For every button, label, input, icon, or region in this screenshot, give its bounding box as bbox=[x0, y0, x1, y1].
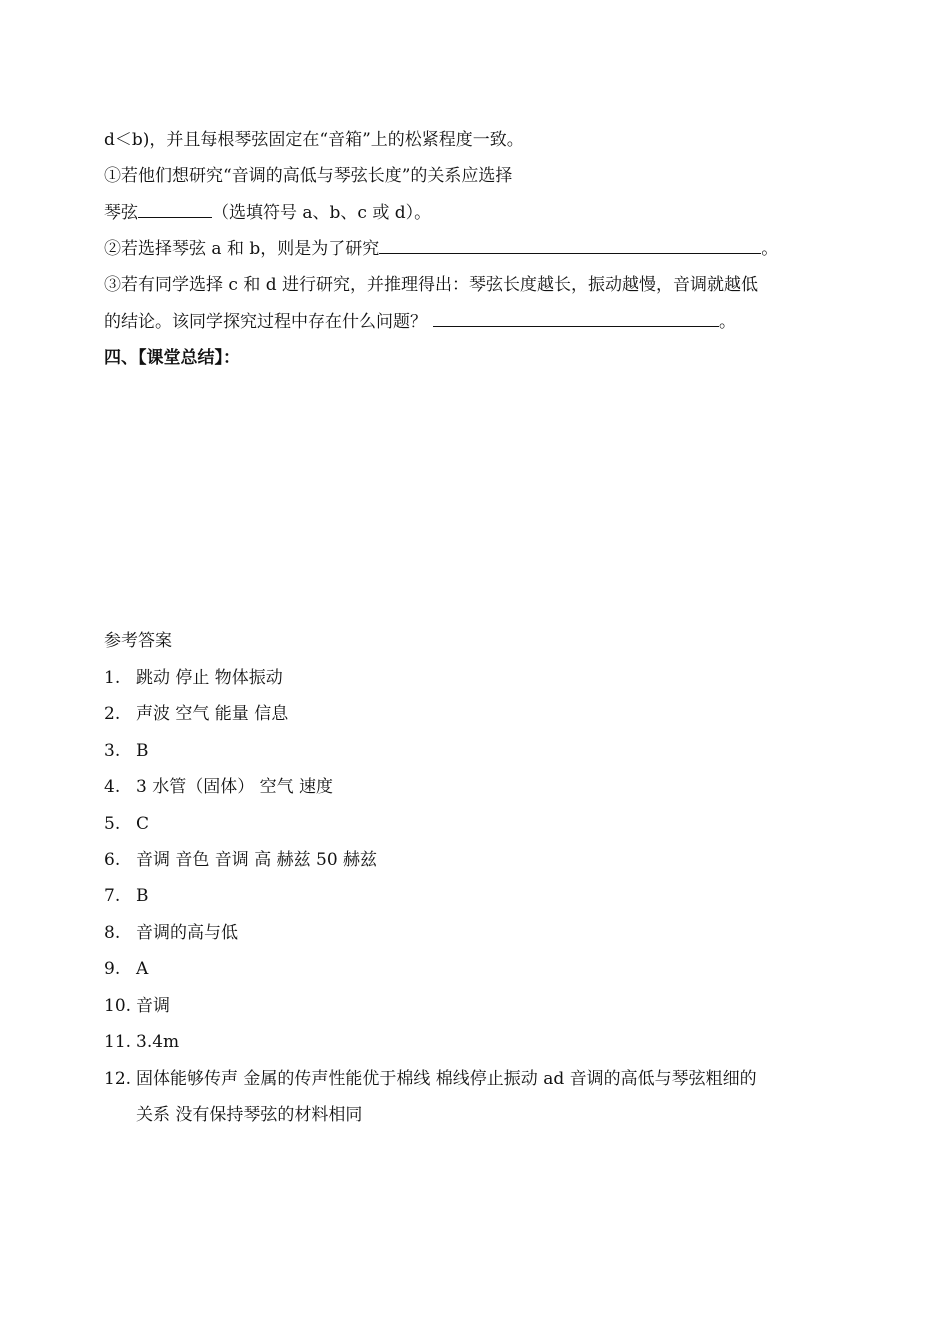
answer-text: 跳动 停止 物体振动 bbox=[136, 668, 283, 688]
question-2-line bbox=[104, 237, 778, 261]
question-1-blank bbox=[138, 201, 212, 218]
answer-text: A bbox=[136, 959, 149, 979]
question-1-text: ①若他们想研究“音调的高低与琴弦长度”的关系应选择 bbox=[104, 166, 513, 186]
answer-text: 音调 音色 音调 高 赫兹 50 赫兹 bbox=[136, 850, 378, 870]
answer-number: 12. bbox=[104, 1069, 132, 1089]
answer-text: C bbox=[136, 814, 150, 834]
answer-text: 3 水管（固体） 空气 速度 bbox=[136, 777, 334, 797]
question-3-line-1: ③若有同学选择 c 和 d 进行研究，并推理得出：琴弦长度越长，振动越慢，音调就越低 bbox=[104, 275, 759, 295]
question-1-suffix: （选填符号 a、b、c 或 d）。 bbox=[212, 203, 432, 223]
answer-item bbox=[104, 884, 149, 908]
question-3-prefix: 的结论。该同学探究过程中存在什么问题？ bbox=[104, 312, 427, 332]
answer-number: 3. bbox=[104, 741, 121, 761]
answer-number: 11. bbox=[104, 1032, 132, 1052]
answer-item bbox=[104, 1067, 757, 1091]
answer-number: 1. bbox=[104, 668, 121, 688]
answer-item bbox=[104, 666, 283, 690]
answer-item bbox=[104, 921, 238, 945]
answer-item bbox=[104, 739, 149, 763]
answers-title: 参考答案 bbox=[104, 631, 172, 651]
answer-item bbox=[104, 994, 170, 1018]
answer-number: 6. bbox=[104, 850, 121, 870]
answer-number: 8. bbox=[104, 923, 121, 943]
answer-item bbox=[104, 702, 288, 726]
question-3-line-2 bbox=[104, 310, 736, 334]
question-3-blank bbox=[433, 310, 719, 327]
answer-item bbox=[104, 957, 148, 981]
answer-12-continuation: 关系 没有保持琴弦的材料相同 bbox=[136, 1105, 363, 1125]
answer-number: 2. bbox=[104, 704, 121, 724]
summary-heading: 四、【课堂总结】： bbox=[104, 348, 240, 368]
answer-text: 音调的高与低 bbox=[136, 923, 238, 943]
answer-text: 音调 bbox=[136, 996, 170, 1016]
answer-text: B bbox=[136, 741, 149, 761]
answer-number: 4. bbox=[104, 777, 121, 797]
answer-item bbox=[104, 1030, 179, 1054]
answer-text: 声波 空气 能量 信息 bbox=[136, 704, 289, 724]
question-3-suffix: 。 bbox=[719, 312, 736, 332]
question-1-answer-line bbox=[104, 201, 431, 225]
answer-item bbox=[104, 775, 333, 799]
question-2-prefix: ②若选择琴弦 a 和 b，则是为了研究 bbox=[104, 239, 380, 259]
answer-text: 3.4m bbox=[136, 1032, 180, 1052]
answer-item bbox=[104, 812, 149, 836]
answer-item bbox=[104, 848, 377, 872]
answer-number: 9. bbox=[104, 959, 121, 979]
answer-number: 5. bbox=[104, 814, 121, 834]
answer-number: 7. bbox=[104, 886, 121, 906]
answer-text: 固体能够传声 金属的传声性能优于棉线 棉线停止振动 ad 音调的高低与琴弦粗细的 bbox=[136, 1069, 757, 1089]
answer-text: B bbox=[136, 886, 149, 906]
question-2-suffix: 。 bbox=[761, 239, 779, 259]
question-1-prefix: 琴弦 bbox=[104, 203, 138, 223]
question-line-1: d＜b)，并且每根琴弦固定在“音箱”上的松紧程度一致。 bbox=[104, 130, 524, 150]
answer-number: 10. bbox=[104, 996, 132, 1016]
question-2-blank bbox=[379, 237, 761, 254]
